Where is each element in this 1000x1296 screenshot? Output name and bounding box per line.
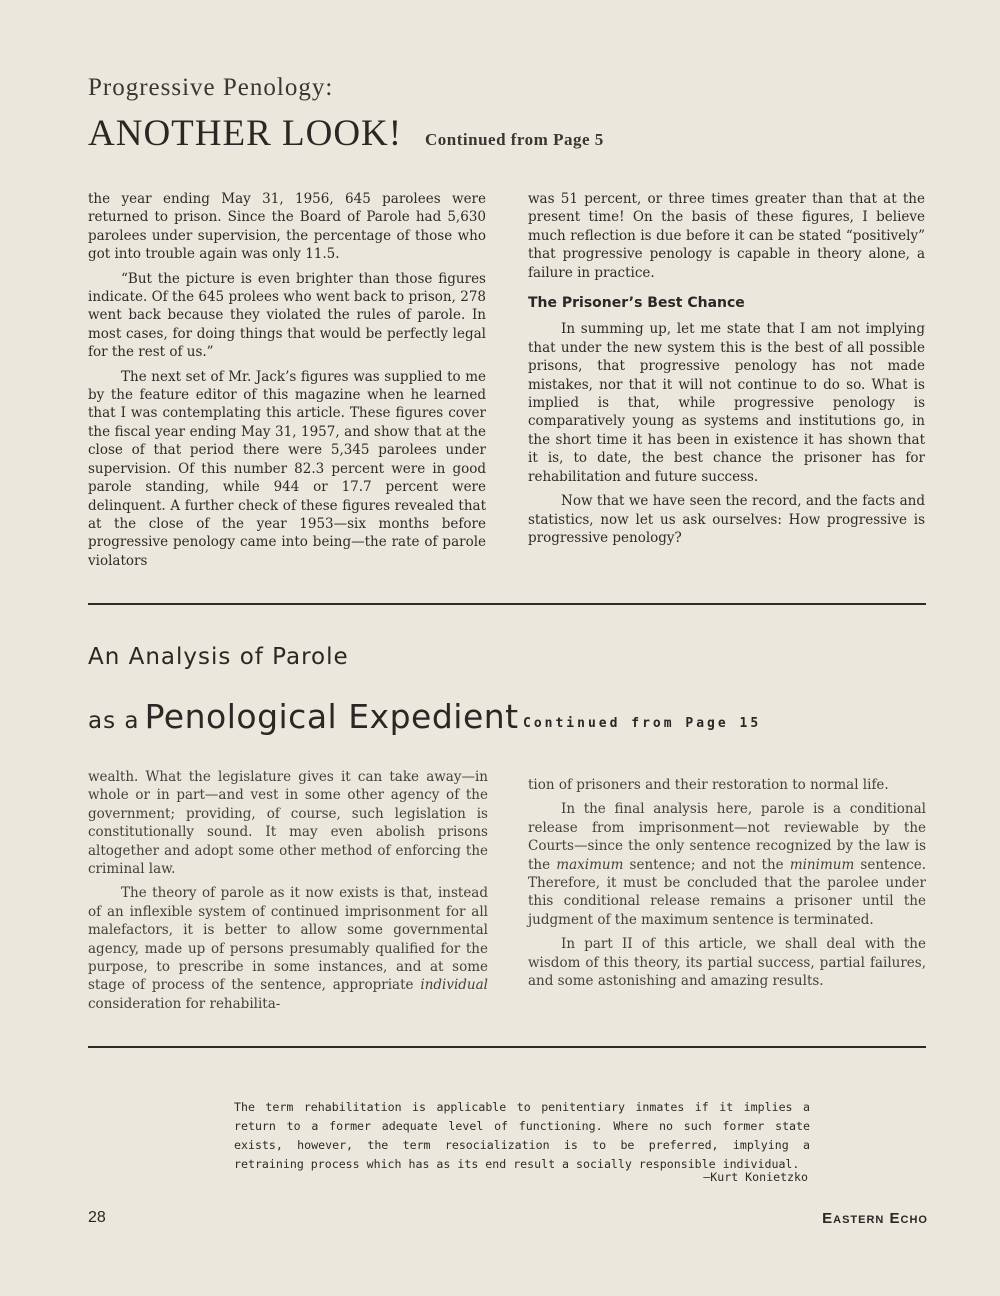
paragraph: Now that we have seen the record, and the facts and statistics, now let us ask ourselves: How progressive is progressive penology? (528, 493, 925, 546)
article1-headline: ANOTHER LOOK! (88, 113, 403, 154)
paragraph: In part II of this article, we shall deal with the wisdom of this theory, its partial success, partial failures, and some astonishing and amazing results. (528, 936, 926, 990)
article2-title-line2 (88, 697, 519, 736)
section-divider (88, 1046, 926, 1048)
article2-continued-note: Continued from Page 15 (523, 716, 762, 731)
text-run: sentence. Therefore, it must be concluded that the parolee under this conditional release remains a prisoner until the judgment of the maximum sentence is terminated. (528, 856, 926, 928)
title-main: Penological Expedient (144, 697, 519, 736)
paragraph (528, 800, 926, 929)
article2-title-line1: An Analysis of Parole (88, 644, 349, 670)
quote-attribution: —Kurt Konietzko (703, 1170, 808, 1184)
paragraph: In summing up, let me state that I am not implying that under the new system this is the best of all possible prisons, that progressive penology has not made mistakes, nor that it will not continue to do so. What is implied is that, while progressive penology is comparatively young as systems and institutions go, in the short time it has been in existence it has shown that it is, to date, the best chance the prisoner has for rehabilitation and future success. (528, 321, 925, 485)
emphasis: maximum (556, 856, 624, 873)
paragraph: The next set of Mr. Jack’s figures was supplied to me by the feature editor of this magazine when he learned that I was contemplating this article. These figures cover the fiscal year ending May 31, 1957, and show that at the close of that period there were 5,345 parolees under supervision. Of this number 82.3 percent were in good parole standing, while 944 or 17.7 percent were delinquent. A further check of these figures revealed that at the close of the year 1953—six months before progressive penology came into being—the rate of parole violators (88, 368, 486, 569)
article1-column-1 (88, 190, 486, 576)
text-run: The theory of parole as it now exists is that, instead of an inflexible system of continued imprisonment for all malefactors, it is better to allow some governmental agency, made up of persons presumably qualified for the purpose, to prescribe in some instances, and at some stage of process of the sentence, appropriate (88, 885, 488, 994)
paragraph: tion of prisoners and their restoration to normal life. (528, 777, 889, 793)
emphasis: minimum (789, 856, 855, 873)
text-run: consideration for rehabilita- (88, 995, 281, 1012)
quote-box: The term rehabilitation is applicable to penitentiary inmates if it implies a return to a former adequate level of functioning. Where no such former state exists, however, the term resocialization is to be preferred, implying a retraining process which has as its end result a socially responsible individual. (234, 1100, 810, 1171)
text-run: sentence; and not the (623, 856, 790, 873)
article1-continued-note: Continued from Page 5 (425, 130, 604, 149)
paragraph: the year ending May 31, 1956, 645 parolees were returned to prison. Since the Board of Parole had 5,630 parolees under supervision, the percentage of those who got into trouble again was only 11.5. (88, 191, 486, 263)
text-run: In the final analysis here, parole is a conditional release from imprisonment—not reviewable by the Courts—since the only sentence recognized by the law is the (528, 801, 926, 873)
article2-column-2 (528, 776, 926, 996)
emphasis: individual (420, 977, 488, 994)
paragraph: “But the picture is even brighter than those figures indicate. Of the 645 prolees who went back to prison, 278 went back because they violated the rules of parole. In most cases, for doing things that would be perfectly legal for the rest of us.” (88, 270, 486, 361)
section-subhead: The Prisoner’s Best Chance (528, 295, 745, 312)
title-prefix: as a (88, 708, 140, 734)
paragraph (88, 884, 488, 1013)
article2-column-1 (88, 768, 488, 1019)
article1-column-2 (528, 190, 925, 553)
page-number: 28 (88, 1209, 106, 1226)
publication-name: Eastern Echo (822, 1210, 928, 1227)
paragraph: wealth. What the legislature gives it can take away—in whole or in part—and vest in some other agency of the government; providing, of course, such legislation is constitutionally sound. It may even abolish prisons altogether and adopt some other method of enforcing the criminal law. (88, 769, 488, 878)
section-divider (88, 603, 926, 605)
paragraph: was 51 percent, or three times greater than that at the present time! On the basis of these figures, I believe much reflection is due before it can be stated “positively” that progressive penology is capable in theory alone, a failure in practice. (528, 191, 925, 281)
article1-kicker: Progressive Penology: (88, 74, 334, 101)
